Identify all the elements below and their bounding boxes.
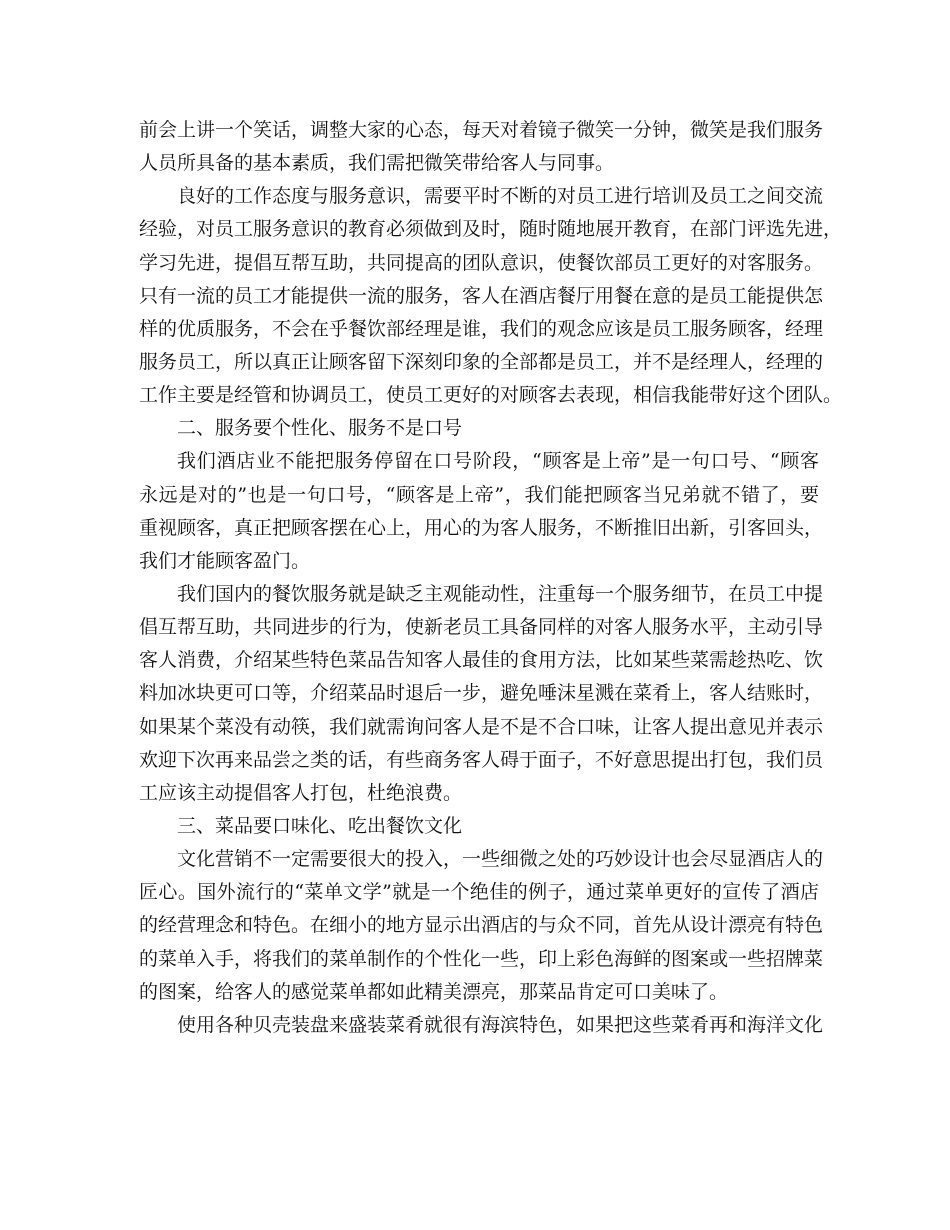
text-line: 文化营销不一定需要很大的投入，一些细微之处的巧妙设计也会尽显酒店人的	[177, 848, 824, 871]
text-line: 良好的工作态度与服务意识，需要平时不断的对员工进行培训及员工之间交流	[177, 185, 824, 208]
text-line: 经验，对员工服务意识的教育必须做到及时，随时随地展开教育，在部门评选先进，	[139, 218, 843, 241]
text-line: 我们酒店业不能把服务停留在口号阶段，“顾客是上帝”是一句口号、“顾客	[177, 450, 819, 473]
text-line: 欢迎下次再来品尝之类的话，有些商务客人碍于面子，不好意思提出打包，我们员	[139, 748, 824, 771]
text-line: 工作主要是经管和协调员工，使员工更好的对顾客去表现，相信我能带好这个团队。	[139, 384, 843, 407]
text-line: 重视顾客，真正把顾客摆在心上，用心的为客人服务，不断推旧出新，引客回头，	[139, 516, 824, 539]
text-line: 工应该主动提倡客人打包，杜绝浪费。	[139, 781, 463, 804]
text-line: 倡互帮互助，共同进步的行为，使新老员工具备同样的对客人服务水平，主动引导	[139, 616, 824, 639]
text-line: 匠心。国外流行的“菜单文学”就是一个绝佳的例子，通过菜单更好的宣传了酒店	[139, 881, 819, 904]
text-line: 客人消费，介绍某些特色菜品告知客人最佳的食用方法，比如某些菜需趁热吃、饮	[139, 649, 824, 672]
text-line: 的图案，给客人的感觉菜单都如此精美漂亮，那菜品肯定可口美味了。	[139, 980, 729, 1003]
text-line: 我们才能顾客盈门。	[139, 549, 311, 572]
text-line: 永远是对的”也是一句口号，“顾客是上帝”，我们能把顾客当兄弟就不错了，要	[139, 483, 819, 506]
text-line: 三、菜品要口味化、吃出餐饮文化	[177, 814, 463, 837]
text-line: 二、服务要个性化、服务不是口号	[177, 417, 463, 440]
text-line: 的经营理念和特色。在细小的地方显示出酒店的与众不同，首先从设计漂亮有特色	[139, 914, 824, 937]
text-line: 料加冰块更可口等，介绍菜品时退后一步，避免唾沫星溅在菜肴上，客人结账时，	[139, 682, 824, 705]
text-line: 前会上讲一个笑话，调整大家的心态，每天对着镜子微笑一分钟，微笑是我们服务	[139, 119, 824, 141]
text-line: 使用各种贝壳装盘来盛装菜肴就很有海滨特色，如果把这些菜肴再和海洋文化	[177, 1013, 824, 1036]
text-line: 如果某个菜没有动筷，我们就需询问客人是不是不合口味，让客人提出意见并表示	[139, 715, 824, 738]
text-line: 我们国内的餐饮服务就是缺乏主观能动性，注重每一个服务细节，在员工中提	[177, 582, 824, 605]
text-line: 的菜单入手，将我们的菜单制作的个性化一些，印上彩色海鲜的图案或一些招牌菜	[139, 947, 824, 970]
text-line: 学习先进，提倡互帮互助，共同提高的团队意识，使餐饮部员工更好的对客服务。	[139, 251, 824, 274]
text-line: 人员所具备的基本素质，我们需把微笑带给客人与同事。	[139, 152, 615, 175]
text-line: 样的优质服务，不会在乎餐饮部经理是谁，我们的观念应该是员工服务顾客，经理	[139, 317, 824, 340]
document-body	[139, 114, 843, 1042]
text-line: 服务员工，所以真正让顾客留下深刻印象的全部都是员工，并不是经理人，经理的	[139, 350, 824, 373]
text-line: 只有一流的员工才能提供一流的服务，客人在酒店餐厅用餐在意的是员工能提供怎	[139, 284, 824, 307]
